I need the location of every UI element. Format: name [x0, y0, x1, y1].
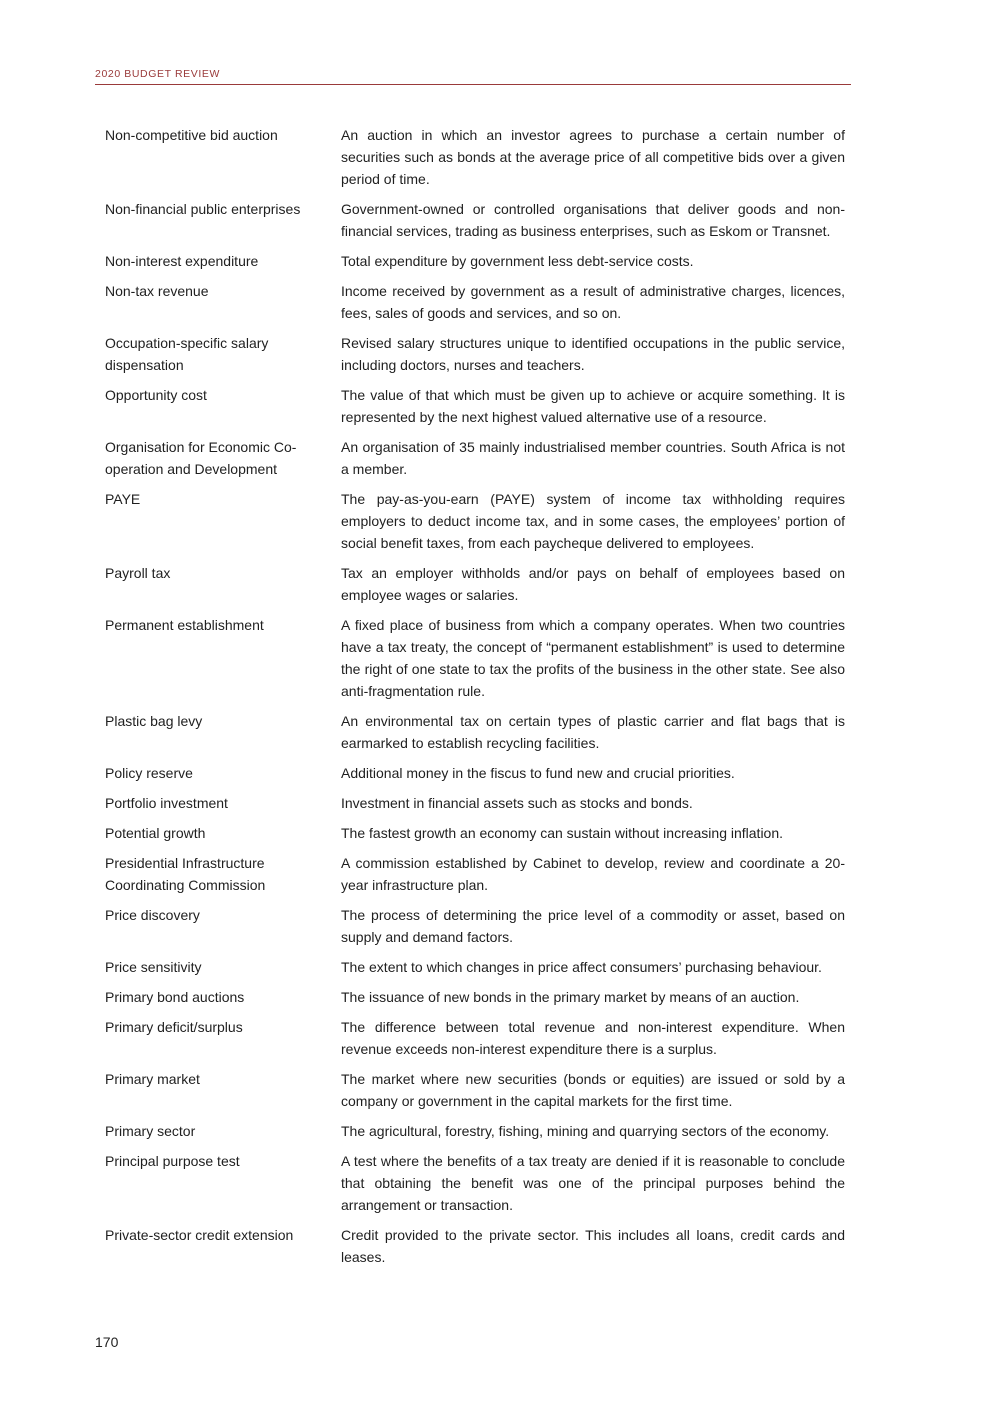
glossary-term: Portfolio investment [105, 795, 228, 811]
glossary-definition: The difference between total revenue and non-interest expenditure. When revenue exceeds non-interest expenditure there is a surplus. [341, 1019, 845, 1057]
glossary-term: PAYE [105, 491, 141, 507]
glossary-entry [105, 852, 845, 896]
glossary-entry [105, 710, 845, 754]
glossary-term: Primary market [105, 1071, 200, 1087]
glossary-entry [105, 904, 845, 948]
glossary-term: Opportunity cost [105, 387, 207, 403]
glossary-entry [105, 488, 845, 554]
glossary-term: Primary deficit/surplus [105, 1019, 243, 1035]
glossary-term: Potential growth [105, 825, 206, 841]
glossary-term: Plastic bag levy [105, 713, 203, 729]
glossary-definition: Tax an employer withholds and/or pays on behalf of employees based on employee wages or salaries. [341, 565, 845, 603]
glossary-term: Non-financial public enterprises [105, 201, 301, 217]
document-title: 2020 BUDGET REVIEW [95, 68, 220, 80]
glossary-definition: A fixed place of business from which a company operates. When two countries have a tax treaty, the concept of “permanent establishment” is used to determine the right of one state to tax the profits of the business in the other state. See also anti-fragmentation rule. [341, 617, 845, 699]
glossary-entry [105, 436, 845, 480]
glossary-entry [105, 1016, 845, 1060]
glossary-definition: The issuance of new bonds in the primary market by means of an auction. [341, 989, 800, 1005]
glossary-term: Private-sector credit extension [105, 1227, 294, 1243]
glossary-entry [105, 198, 845, 242]
glossary-definition: The process of determining the price level of a commodity or asset, based on supply and demand factors. [341, 907, 845, 945]
glossary-definition: The pay-as-you-earn (PAYE) system of income tax withholding requires employers to deduct income tax, and in some cases, the employees’ portion of social benefit taxes, from each paycheque delivered to employees. [341, 491, 845, 551]
glossary-definition: Total expenditure by government less debt-service costs. [341, 253, 694, 269]
glossary-term: Primary bond auctions [105, 989, 245, 1005]
glossary-definition: Revised salary structures unique to identified occupations in the public service, including doctors, nurses and teachers. [341, 335, 845, 373]
glossary-entry [105, 1150, 845, 1216]
glossary-term: Non-competitive bid auction [105, 127, 278, 143]
glossary-term: Principal purpose test [105, 1153, 240, 1169]
glossary-term: Permanent establishment [105, 617, 264, 633]
page-number: 170 [95, 1334, 119, 1350]
glossary-definition: Income received by government as a result of administrative charges, licences, fees, sales of goods and services, and so on. [341, 283, 845, 321]
glossary-entry [105, 614, 845, 702]
glossary-term: Policy reserve [105, 765, 193, 781]
glossary-definition: Investment in financial assets such as stocks and bonds. [341, 795, 693, 811]
glossary-entry [105, 986, 845, 1008]
glossary-definition: Additional money in the fiscus to fund new and crucial priorities. [341, 765, 735, 781]
glossary-entry [105, 1068, 845, 1112]
glossary-definition: A commission established by Cabinet to develop, review and coordinate a 20-year infrastructure plan. [341, 855, 845, 893]
glossary-entry [105, 250, 845, 272]
glossary-entry [105, 762, 845, 784]
glossary-term: Primary sector [105, 1123, 196, 1139]
glossary-term: Non-interest expenditure [105, 253, 259, 269]
glossary-definition: The fastest growth an economy can sustain without increasing inflation. [341, 825, 784, 841]
glossary-entry [105, 956, 845, 978]
glossary-definition: The market where new securities (bonds or equities) are issued or sold by a company or government in the capital markets for the first time. [341, 1071, 845, 1109]
glossary-definition: The extent to which changes in price affect consumers’ purchasing behaviour. [341, 959, 822, 975]
glossary-entry [105, 792, 845, 814]
glossary-definition: Government-owned or controlled organisations that deliver goods and non-financial services, trading as business enterprises, such as Eskom or Transnet. [341, 201, 845, 239]
glossary-entry [105, 384, 845, 428]
glossary-definition: Credit provided to the private sector. This includes all loans, credit cards and leases. [341, 1227, 845, 1265]
glossary-term: Occupation-specific salary dispensation [105, 335, 269, 373]
glossary-definition: An environmental tax on certain types of plastic carrier and flat bags that is earmarked to establish recycling facilities. [341, 713, 845, 751]
glossary-term: Price sensitivity [105, 959, 202, 975]
glossary-term: Presidential Infrastructure Coordinating Commission [105, 855, 266, 893]
glossary-entry [105, 1224, 845, 1268]
glossary-definition: An organisation of 35 mainly industrialised member countries. South Africa is not a member. [341, 439, 845, 477]
glossary-entry [105, 280, 845, 324]
glossary-term: Organisation for Economic Co-operation and Development [105, 439, 297, 477]
glossary-term: Price discovery [105, 907, 200, 923]
glossary-term: Payroll tax [105, 565, 171, 581]
glossary-entry [105, 562, 845, 606]
glossary-definition: The agricultural, forestry, fishing, mining and quarrying sectors of the economy. [341, 1123, 830, 1139]
glossary-entry [105, 332, 845, 376]
glossary-definition: An auction in which an investor agrees to purchase a certain number of securities such as bonds at the average price of all competitive bids over a given period of time. [341, 127, 845, 187]
glossary-term: Non-tax revenue [105, 283, 209, 299]
page-header [95, 68, 851, 85]
glossary-entry [105, 822, 845, 844]
glossary-definition: The value of that which must be given up to achieve or acquire something. It is represented by the next highest valued alternative use of a resource. [341, 387, 845, 425]
glossary-entry [105, 1120, 845, 1142]
glossary-list [105, 124, 845, 1276]
glossary-entry [105, 124, 845, 190]
glossary-definition: A test where the benefits of a tax treaty are denied if it is reasonable to conclude that obtaining the benefit was one of the principal purposes behind the arrangement or transaction. [341, 1153, 845, 1213]
